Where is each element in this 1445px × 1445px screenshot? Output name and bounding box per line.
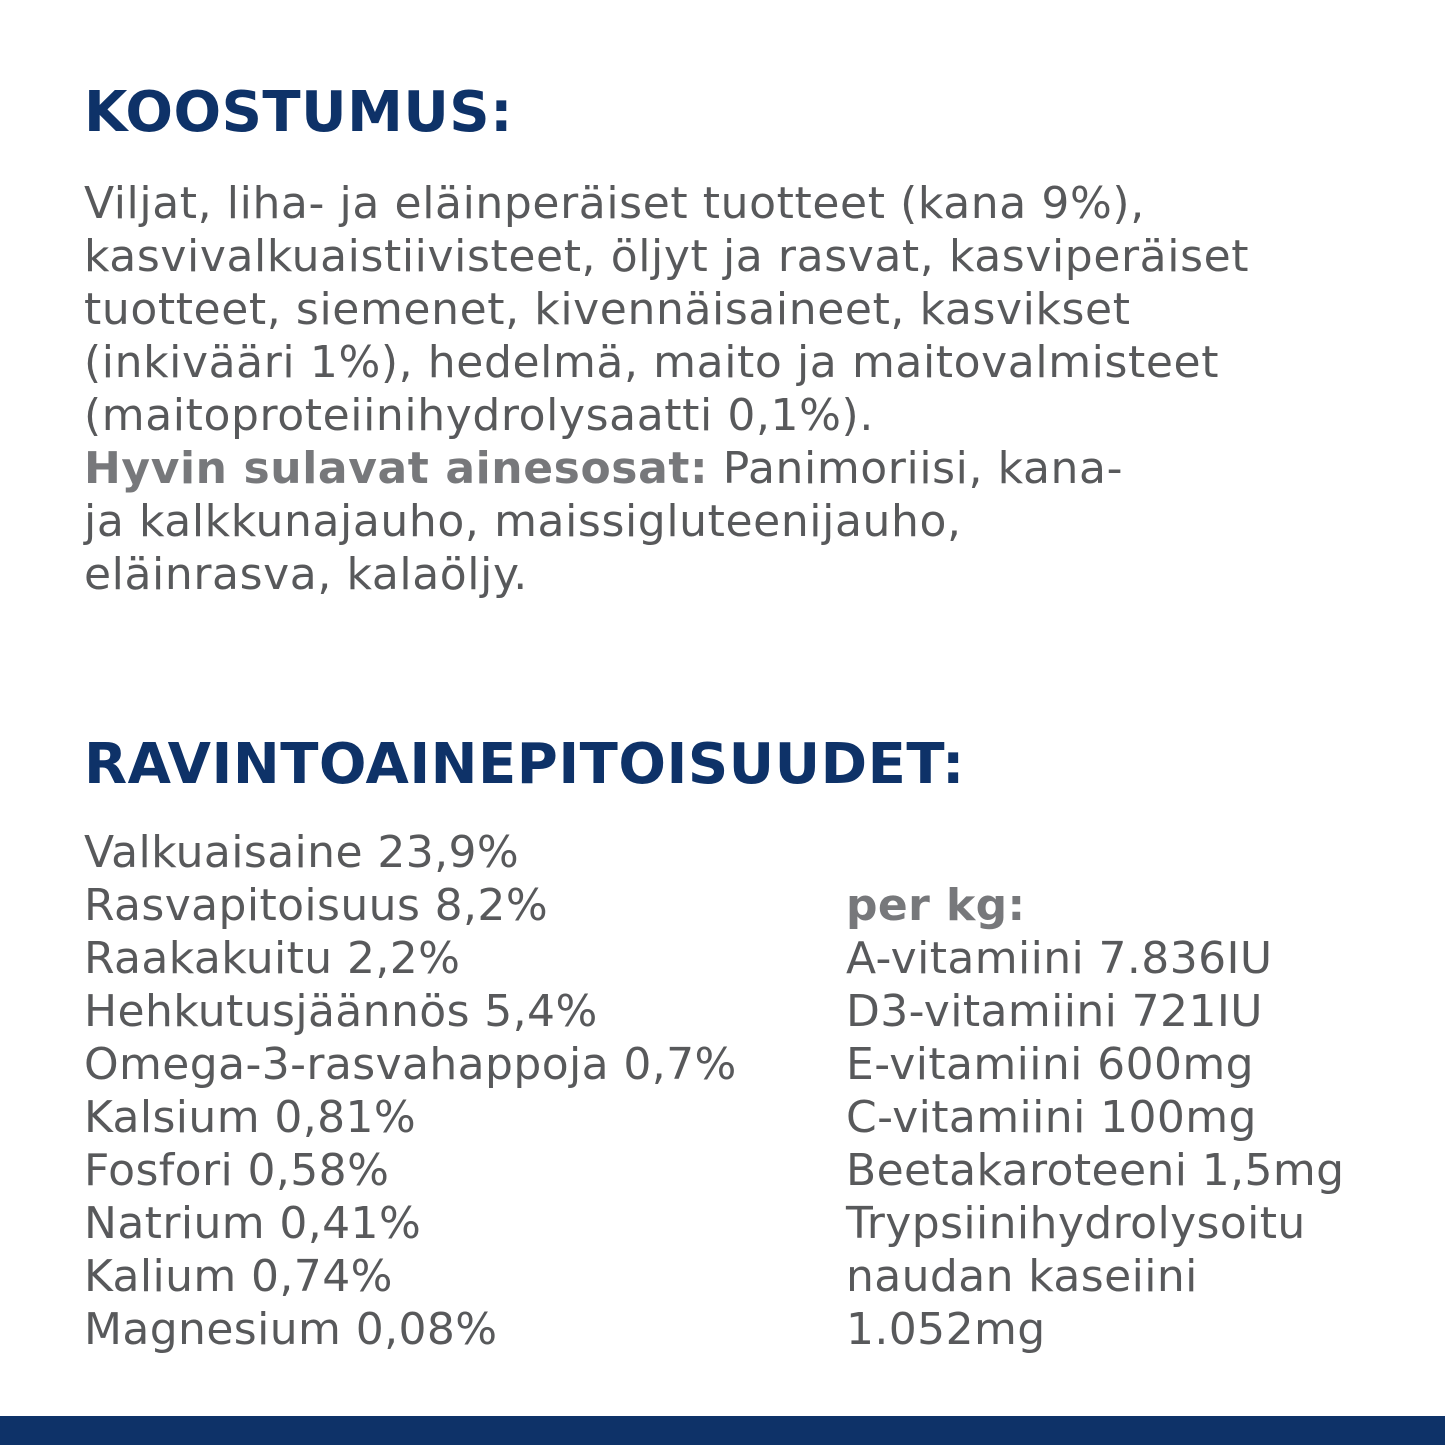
composition-heading: KOOSTUMUS: <box>84 80 514 145</box>
digestible-ingredients-text: Panimoriisi, kana- <box>708 443 1124 494</box>
nutrients-heading: RAVINTOAINEPITOISUUDET: <box>84 732 965 797</box>
nutrient-item: Raakakuitu 2,2% <box>84 933 461 984</box>
vitamin-item: E-vitamiini 600mg <box>846 1039 1254 1090</box>
vitamin-item: C-vitamiini 100mg <box>846 1092 1257 1143</box>
vitamin-item: 1.052mg <box>846 1304 1046 1355</box>
footer-bar <box>0 1416 1445 1445</box>
composition-line: tuotteet, siemenet, kivennäisaineet, kasvikset <box>84 284 1131 335</box>
nutrient-item: Omega-3-rasvahappoja 0,7% <box>84 1039 737 1090</box>
per-kg-label: per kg: <box>846 880 1026 931</box>
composition-line: (maitoproteiinihydrolysaatti 0,1%). <box>84 390 874 441</box>
nutrient-item: Kalium 0,74% <box>84 1251 393 1302</box>
vitamin-item: D3-vitamiini 721IU <box>846 986 1263 1037</box>
digestible-ingredients-line <box>84 442 1384 495</box>
nutrient-item: Natrium 0,41% <box>84 1198 422 1249</box>
vitamin-item: Beetakaroteeni 1,5mg <box>846 1145 1345 1196</box>
nutrient-item: Rasvapitoisuus 8,2% <box>84 880 549 931</box>
composition-line: (inkivääri 1%), hedelmä, maito ja maitovalmisteet <box>84 337 1220 388</box>
nutrient-item: Fosfori 0,58% <box>84 1145 390 1196</box>
composition-line: kasvivalkuaistiivisteet, öljyt ja rasvat, kasviperäiset <box>84 231 1250 282</box>
digestible-ingredients-line: ja kalkkunajauho, maissigluteenijauho, <box>84 496 962 547</box>
vitamin-item: naudan kaseiini <box>846 1251 1198 1302</box>
nutrient-item: Magnesium 0,08% <box>84 1304 498 1355</box>
composition-line: Viljat, liha- ja eläinperäiset tuotteet (kana 9%), <box>84 178 1145 229</box>
nutrient-percent-list <box>84 826 737 1356</box>
vitamin-item: Trypsiinihydrolysoitu <box>846 1198 1306 1249</box>
nutrient-item: Valkuaisaine 23,9% <box>84 827 520 878</box>
digestible-ingredients-line: eläinrasva, kalaöljy. <box>84 549 528 600</box>
vitamin-item: A-vitamiini 7.836IU <box>846 933 1273 984</box>
nutrient-per-kg-list <box>846 879 1345 1356</box>
nutrient-item: Kalsium 0,81% <box>84 1092 417 1143</box>
composition-text <box>84 177 1384 601</box>
digestible-ingredients-label: Hyvin sulavat ainesosat: <box>84 443 709 494</box>
nutrient-item: Hehkutusjäännös 5,4% <box>84 986 598 1037</box>
